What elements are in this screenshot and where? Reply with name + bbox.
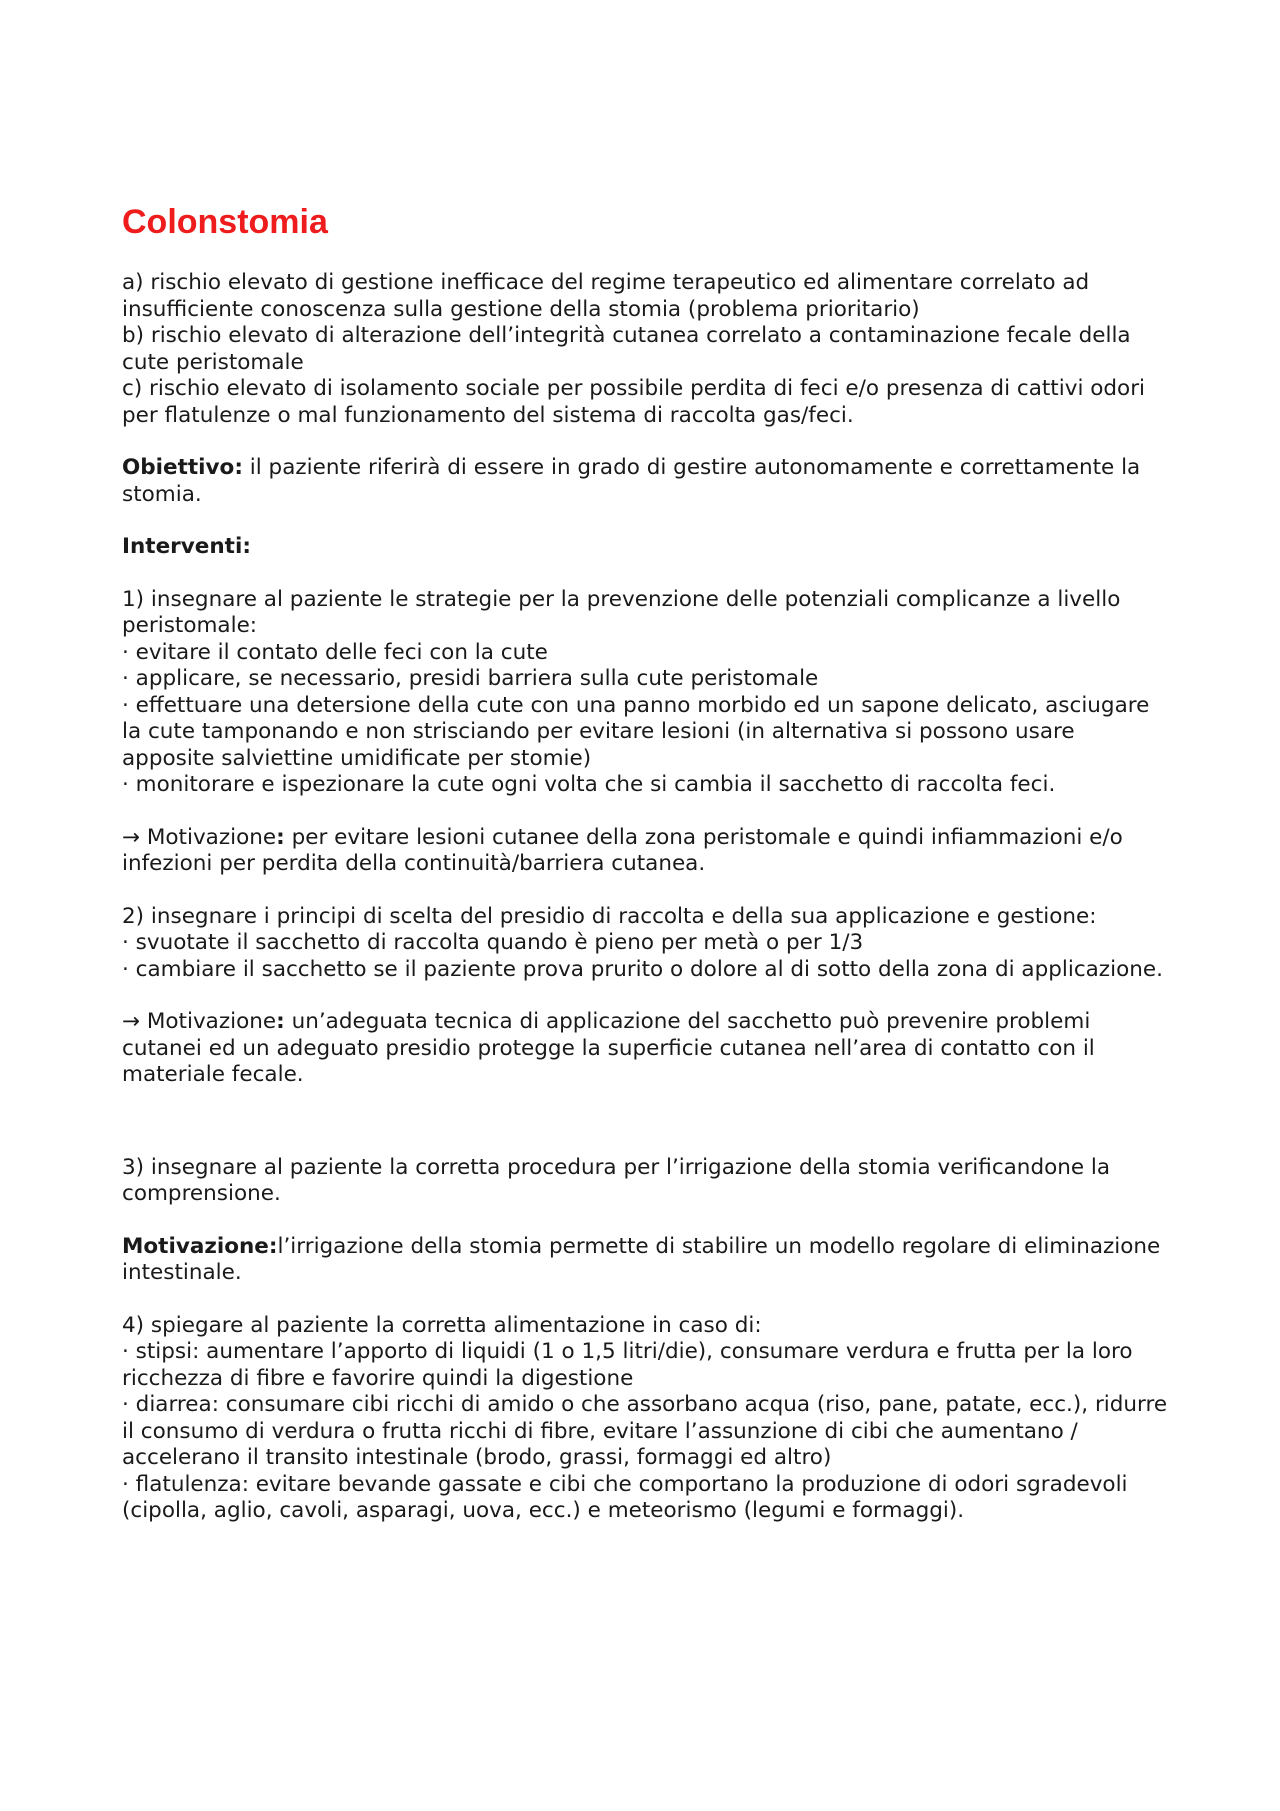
page-title: Colonstomia bbox=[122, 203, 328, 241]
interventions-heading: Interventi: bbox=[122, 534, 251, 559]
intervention-4-intro: 4) spiegare al paziente la corretta alimentazione in caso di: bbox=[122, 1312, 762, 1338]
arrow-icon-motivation-label: → Motivazione bbox=[122, 824, 277, 850]
intervention-2-motivation: → Motivazione: un’adeguata tecnica di applicazione del sacchetto può prevenire problemi cutanei ed un adeguato presidio protegge la superficie cutanea nell’area di contatto con il materiale fecale. bbox=[122, 1009, 1102, 1087]
intervention-3-intro: 3) insegnare al paziente la corretta procedura per l’irrigazione della stomia verificandone la comprensione. bbox=[122, 1154, 1117, 1206]
intervention-2-item: · cambiare il sacchetto se il paziente prova prurito o dolore al di sotto della zona di applicazione. bbox=[122, 956, 1163, 982]
intervention-1-intro: 1) insegnare al paziente le strategie per la prevenzione delle potenziali complicanze a livello peristomale: bbox=[122, 586, 1128, 638]
diagnosis-b: b) rischio elevato di alterazione dell’integrità cutanea correlato a contaminazione fecale della cute peristomale bbox=[122, 323, 1138, 375]
intervention-1-item: · effettuare una detersione della cute con una panno morbido ed un sapone delicato, asciugare la cute tamponando e non strisciando per evitare lesioni (in alternativa si possono usare apposite salviettine umidificate per stomie) bbox=[122, 692, 1157, 771]
intervention-1 bbox=[122, 587, 1172, 799]
intervention-2-item: · svuotate il sacchetto di raccolta quando è pieno per metà o per 1/3 bbox=[122, 930, 864, 955]
intervention-1-motivation: → Motivazione: per evitare lesioni cutanee della zona peristomale e quindi infiammazioni e/o infezioni per perdita della continuità/barriera cutanea. bbox=[122, 824, 1130, 876]
intervention-4-item: · stipsi: aumentare l’apporto di liquidi (1 o 1,5 litri/die), consumare verdura e frutta per la loro ricchezza di fibre e favorire quindi la digestione bbox=[122, 1339, 1140, 1391]
intervention-3-motivation: Motivazione:l’irrigazione della stomia permette di stabilire un modello regolare di eliminazione intestinale. bbox=[122, 1233, 1168, 1285]
diagnoses-block bbox=[122, 270, 1172, 429]
objective-paragraph bbox=[122, 455, 1172, 508]
motivation-label: Motivazione: bbox=[122, 1233, 278, 1259]
intervention-4 bbox=[122, 1313, 1172, 1525]
intervention-4-item: · diarrea: consumare cibi ricchi di amido o che assorbano acqua (riso, pane, patate, ecc.), ridurre il consumo di verdura o frutta ricchi di fibre, evitare l’assunzione di cibi che aumentano / accelerano il transito intestinale (brodo, grassi, formaggi ed altro) bbox=[122, 1392, 1174, 1470]
intervention-4-item: · flatulenza: evitare bevande gassate e cibi che comportano la produzione di odori sgradevoli (cipolla, aglio, cavoli, asparagi, uova, ecc.) e meteorismo (legumi e formaggi). bbox=[122, 1471, 1135, 1523]
intervention-1-item: · applicare, se necessario, presidi barriera sulla cute peristomale bbox=[122, 666, 819, 691]
document-page bbox=[122, 200, 1172, 1525]
objective-text: il paziente riferirà di essere in grado di gestire autonomamente e correttamente la stomia. bbox=[122, 455, 1148, 507]
intervention-2-intro: 2) insegnare i principi di scelta del presidio di raccolta e della sua applicazione e gestione: bbox=[122, 903, 1097, 929]
intervention-1-item: · monitorare e ispezionare la cute ogni volta che si cambia il sacchetto di raccolta feci. bbox=[122, 772, 1056, 797]
objective-label: Obiettivo: bbox=[122, 455, 243, 480]
arrow-icon-motivation-label: → Motivazione bbox=[122, 1009, 277, 1034]
intervention-1-item: · evitare il contato delle feci con la cute bbox=[122, 639, 548, 665]
intervention-2 bbox=[122, 904, 1172, 984]
diagnosis-a: a) rischio elevato di gestione inefficace del regime terapeutico ed alimentare correlato ad insufficiente conoscenza sulla gestione della stomia (problema prioritario) bbox=[122, 270, 1097, 322]
diagnosis-c: c) rischio elevato di isolamento sociale per possibile perdita di feci e/o presenza di cattivi odori per flatulenze o mal funzionamento del sistema di raccolta gas/feci. bbox=[122, 376, 1152, 428]
